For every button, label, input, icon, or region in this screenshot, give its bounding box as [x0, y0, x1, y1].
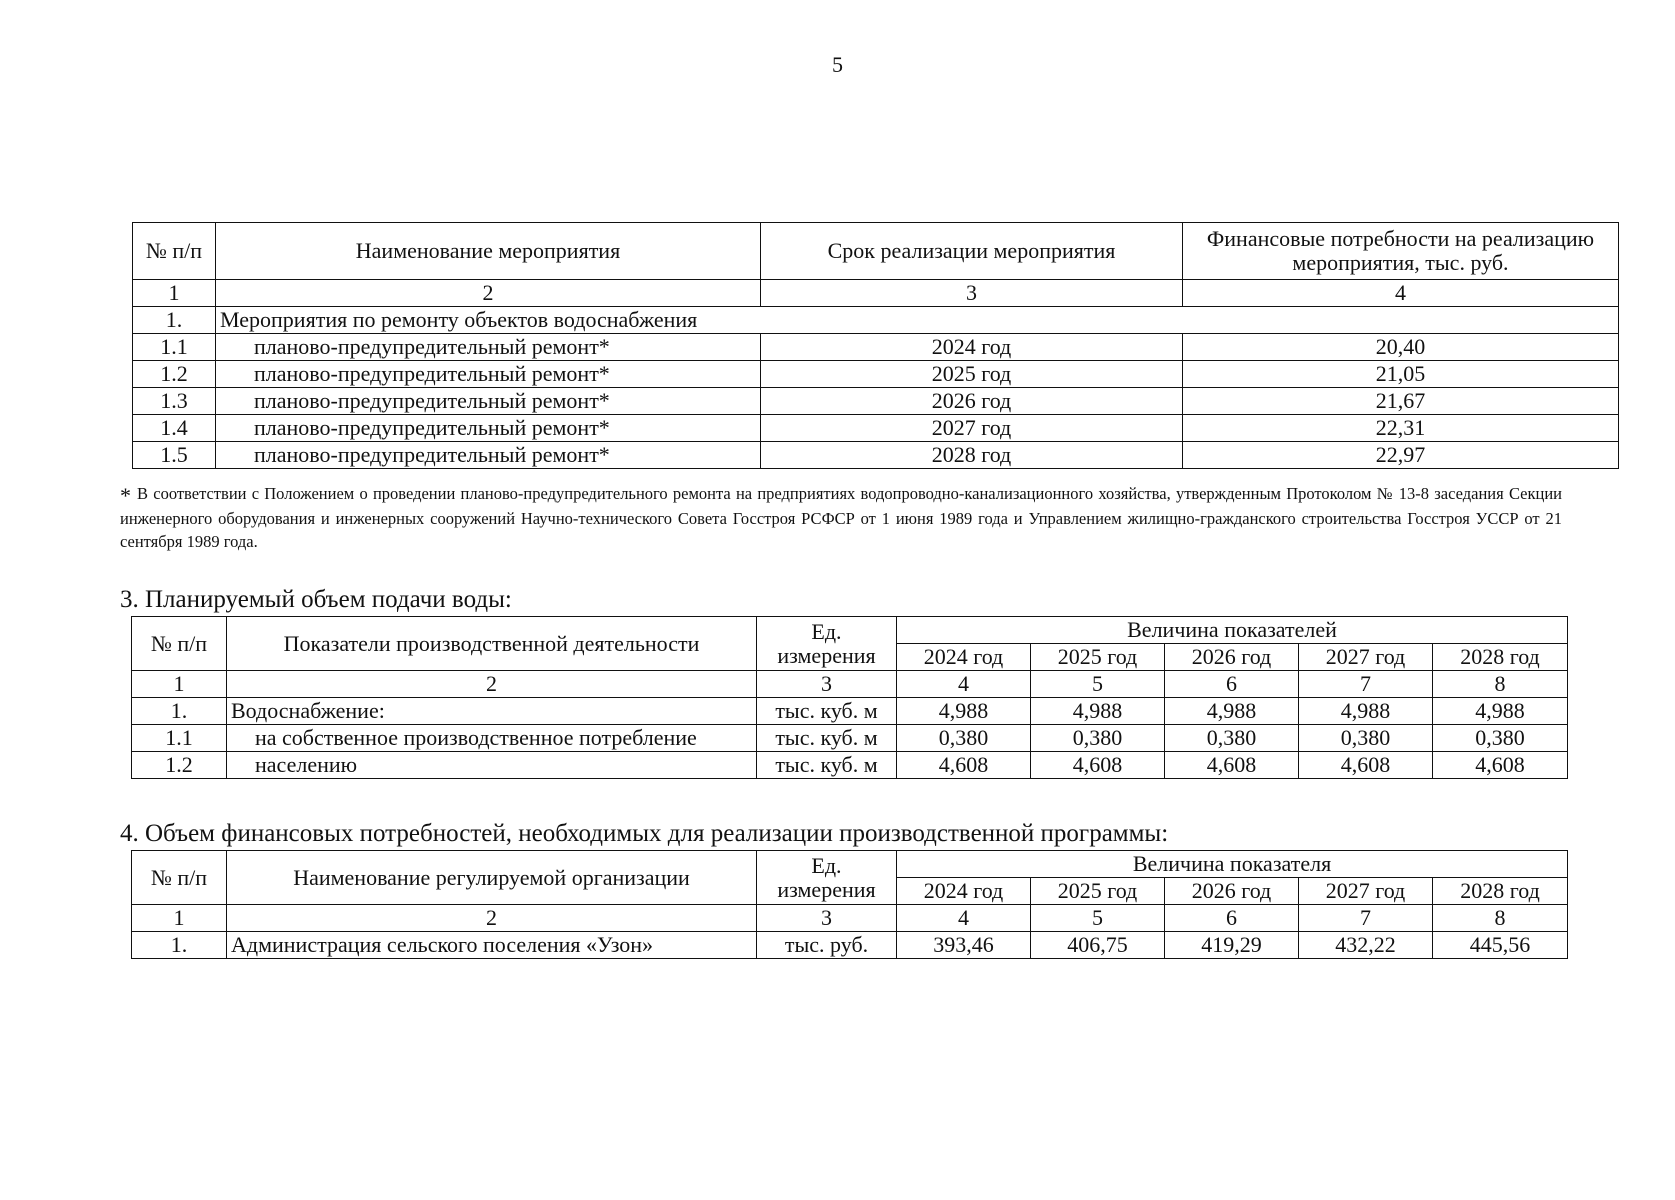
- page-number: 5: [832, 52, 843, 77]
- table-row: [132, 752, 1568, 779]
- col-number: 4: [1183, 280, 1619, 307]
- row-value: 4,608: [1165, 752, 1299, 779]
- row-name: Администрация сельского поселения «Узон»: [227, 932, 757, 959]
- row-num: 1.3: [133, 388, 216, 415]
- column-numbers-row: [132, 905, 1568, 932]
- row-num: 1.1: [133, 334, 216, 361]
- row-value: 0,380: [1031, 725, 1165, 752]
- header-unit: Ед. измерения: [757, 617, 897, 671]
- footnote: [120, 482, 1562, 553]
- col-number: 3: [757, 671, 897, 698]
- row-cost: 21,67: [1183, 388, 1619, 415]
- row-value: 4,608: [897, 752, 1031, 779]
- row-term: 2028 год: [761, 442, 1183, 469]
- section-title: Мероприятия по ремонту объектов водоснабжения: [216, 307, 1619, 334]
- col-number: 5: [1031, 905, 1165, 932]
- col-number: 3: [761, 280, 1183, 307]
- financial-needs-table: [131, 850, 1568, 959]
- header-value-group: Величина показателей: [897, 617, 1568, 644]
- table-row: [132, 698, 1568, 725]
- row-unit: тыс. руб.: [757, 932, 897, 959]
- water-supply-volume-table: [131, 616, 1568, 779]
- row-num: 1.5: [133, 442, 216, 469]
- table-header-row: [132, 617, 1568, 644]
- repair-measures-table: [132, 222, 1619, 469]
- header-year: 2027 год: [1299, 644, 1433, 671]
- row-num: 1.: [132, 698, 227, 725]
- row-unit: тыс. куб. м: [757, 752, 897, 779]
- col-number: 2: [227, 905, 757, 932]
- table-header-row: [133, 223, 1619, 280]
- row-term: 2024 год: [761, 334, 1183, 361]
- col-number: 6: [1165, 905, 1299, 932]
- row-num: 1.2: [132, 752, 227, 779]
- row-value: 445,56: [1433, 932, 1568, 959]
- row-value: 4,608: [1031, 752, 1165, 779]
- column-numbers-row: [132, 671, 1568, 698]
- row-value: 4,608: [1433, 752, 1568, 779]
- row-value: 0,380: [897, 725, 1031, 752]
- header-year: 2027 год: [1299, 878, 1433, 905]
- header-num: № п/п: [132, 851, 227, 905]
- row-cost: 21,05: [1183, 361, 1619, 388]
- row-name: планово-предупредительный ремонт*: [216, 442, 761, 469]
- row-name: планово-предупредительный ремонт*: [216, 334, 761, 361]
- row-value: 0,380: [1299, 725, 1433, 752]
- row-term: 2027 год: [761, 415, 1183, 442]
- row-num: 1.2: [133, 361, 216, 388]
- row-value: 0,380: [1433, 725, 1568, 752]
- header-year: 2024 год: [897, 644, 1031, 671]
- row-cost: 22,97: [1183, 442, 1619, 469]
- header-unit: Ед. измерения: [757, 851, 897, 905]
- table-row: [133, 334, 1619, 361]
- header-num: № п/п: [133, 223, 216, 280]
- footnote-mark: *: [120, 483, 131, 508]
- row-name: планово-предупредительный ремонт*: [216, 415, 761, 442]
- column-numbers-row: [133, 280, 1619, 307]
- col-number: 2: [216, 280, 761, 307]
- row-name: населению: [227, 752, 757, 779]
- row-value: 4,608: [1299, 752, 1433, 779]
- table-row: [133, 415, 1619, 442]
- col-number: 1: [132, 671, 227, 698]
- row-num: 1.4: [133, 415, 216, 442]
- col-number: 6: [1165, 671, 1299, 698]
- header-num: № п/п: [132, 617, 227, 671]
- row-value: 419,29: [1165, 932, 1299, 959]
- table-row: [133, 442, 1619, 469]
- header-year: 2025 год: [1031, 644, 1165, 671]
- header-year: 2026 год: [1165, 644, 1299, 671]
- header-measure-name: Наименование мероприятия: [216, 223, 761, 280]
- col-number: 4: [897, 671, 1031, 698]
- table-row: [133, 388, 1619, 415]
- row-value: 432,22: [1299, 932, 1433, 959]
- row-term: 2026 год: [761, 388, 1183, 415]
- header-year: 2026 год: [1165, 878, 1299, 905]
- header-term: Срок реализации мероприятия: [761, 223, 1183, 280]
- row-value: 4,988: [1433, 698, 1568, 725]
- row-name: планово-предупредительный ремонт*: [216, 361, 761, 388]
- col-number: 1: [133, 280, 216, 307]
- row-unit: тыс. куб. м: [757, 725, 897, 752]
- row-value: 4,988: [1165, 698, 1299, 725]
- section-3-heading: 3. Планируемый объем подачи воды:: [120, 586, 512, 613]
- row-value: 393,46: [897, 932, 1031, 959]
- table-row: [132, 932, 1568, 959]
- header-year: 2028 год: [1433, 644, 1568, 671]
- col-number: 7: [1299, 905, 1433, 932]
- header-year: 2028 год: [1433, 878, 1568, 905]
- section-num: 1.: [133, 307, 216, 334]
- col-number: 1: [132, 905, 227, 932]
- header-value-group: Величина показателя: [897, 851, 1568, 878]
- row-value: 0,380: [1165, 725, 1299, 752]
- row-term: 2025 год: [761, 361, 1183, 388]
- row-value: 4,988: [1031, 698, 1165, 725]
- col-number: 2: [227, 671, 757, 698]
- row-cost: 20,40: [1183, 334, 1619, 361]
- col-number: 7: [1299, 671, 1433, 698]
- row-value: 4,988: [897, 698, 1031, 725]
- col-number: 5: [1031, 671, 1165, 698]
- table-row: [132, 725, 1568, 752]
- header-year: 2025 год: [1031, 878, 1165, 905]
- table-row: [133, 361, 1619, 388]
- header-year: 2024 год: [897, 878, 1031, 905]
- header-cost: Финансовые потребности на реализацию мероприятия, тыс. руб.: [1183, 223, 1619, 280]
- row-name: на собственное производственное потребление: [227, 725, 757, 752]
- table-header-row: [132, 851, 1568, 878]
- section-4-heading: 4. Объем финансовых потребностей, необходимых для реализации производственной программы:: [120, 820, 1169, 847]
- row-value: 4,988: [1299, 698, 1433, 725]
- row-value: 406,75: [1031, 932, 1165, 959]
- row-cost: 22,31: [1183, 415, 1619, 442]
- section-row: [133, 307, 1619, 334]
- header-indicator: Показатели производственной деятельности: [227, 617, 757, 671]
- col-number: 8: [1433, 671, 1568, 698]
- col-number: 8: [1433, 905, 1568, 932]
- row-name: планово-предупредительный ремонт*: [216, 388, 761, 415]
- row-unit: тыс. куб. м: [757, 698, 897, 725]
- row-name: Водоснабжение:: [227, 698, 757, 725]
- col-number: 4: [897, 905, 1031, 932]
- header-org: Наименование регулируемой организации: [227, 851, 757, 905]
- col-number: 3: [757, 905, 897, 932]
- row-num: 1.: [132, 932, 227, 959]
- row-num: 1.1: [132, 725, 227, 752]
- footnote-text: В соответствии с Положением о проведении планово-предупредительного ремонта на предприятиях водопроводно-канализационного хозяйства, утвержденным Протоколом № 13-8 заседания Секции инженерного оборудования и инженерных сооружений Научно-технического Совета Госстроя РСФСР от 1 июня 1989 года и Управлением жилищно-гражданского строительства Госстроя УССР от 21 сентября 1989 года.: [120, 484, 1562, 551]
